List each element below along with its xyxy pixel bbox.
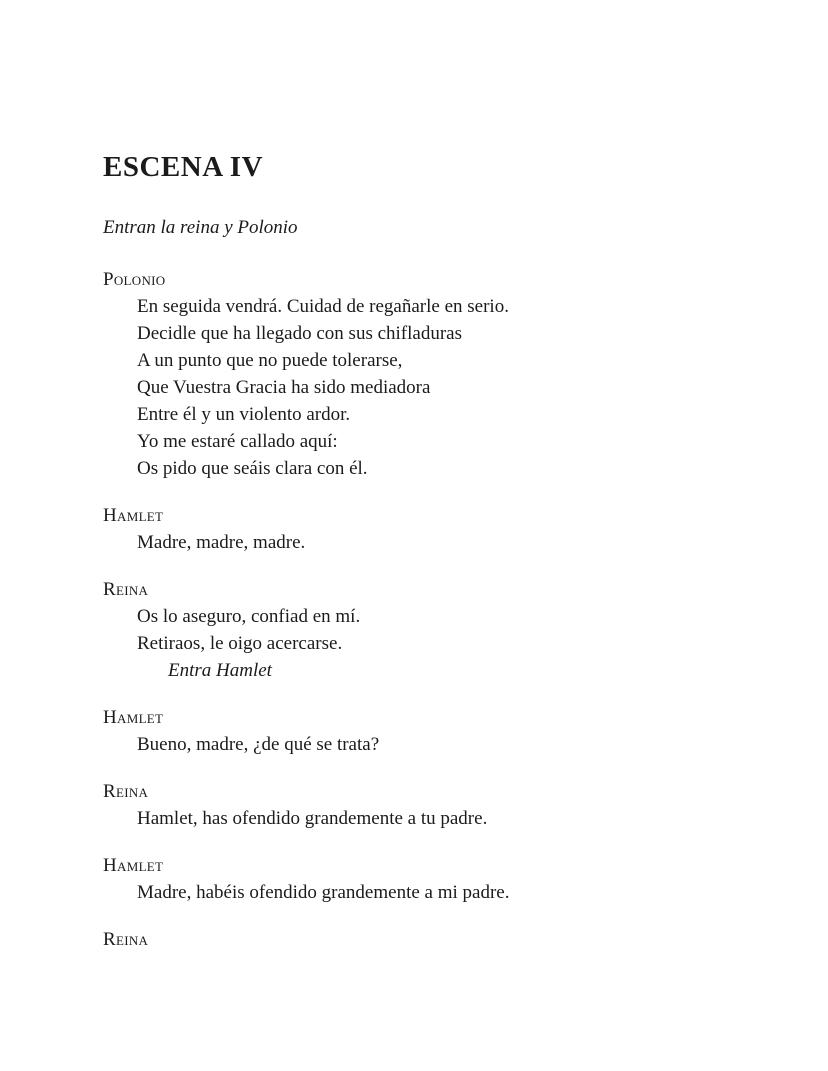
- speech-block-reina: [103, 576, 748, 684]
- speaker-label: Polonio: [103, 269, 166, 290]
- speech-block-hamlet: [103, 852, 748, 906]
- speech-block-reina: [103, 926, 748, 953]
- dialogue-line: Madre, madre, madre.: [137, 532, 306, 553]
- dialogue-line: Madre, habéis ofendido grandemente a mi padre.: [137, 882, 510, 903]
- speaker-label: Hamlet: [103, 855, 164, 876]
- dialogue-line: Retiraos, le oigo acercarse.: [137, 633, 343, 654]
- scene-heading: ESCENA IV: [103, 151, 264, 183]
- dialogue-line: Que Vuestra Gracia ha sido mediadora: [137, 377, 431, 398]
- speeches: [103, 266, 748, 953]
- speech-block-reina: [103, 778, 748, 832]
- speech-block-hamlet: [103, 502, 748, 556]
- dialogue-line: Yo me estaré callado aquí:: [137, 431, 338, 452]
- opening-stage-direction: Entran la reina y Polonio: [103, 217, 298, 238]
- speech-block-polonio: [103, 266, 748, 482]
- speaker-label: Reina: [103, 781, 149, 802]
- inline-stage-direction: Entra Hamlet: [168, 660, 272, 681]
- dialogue-line: Hamlet, has ofendido grandemente a tu padre.: [137, 808, 488, 829]
- speaker-label: Reina: [103, 579, 149, 600]
- dialogue-line: Entre él y un violento ardor.: [137, 404, 351, 425]
- dialogue-line: Bueno, madre, ¿de qué se trata?: [137, 734, 380, 755]
- dialogue-line: En seguida vendrá. Cuidad de regañarle en serio.: [137, 296, 509, 317]
- speaker-label: Hamlet: [103, 505, 164, 526]
- dialogue-line: Os lo aseguro, confiad en mí.: [137, 606, 361, 627]
- dialogue-line: A un punto que no puede tolerarse,: [137, 350, 403, 371]
- speech-block-hamlet: [103, 704, 748, 758]
- dialogue-line: Os pido que seáis clara con él.: [137, 458, 368, 479]
- speaker-label: Reina: [103, 929, 149, 950]
- dialogue-line: Decidle que ha llegado con sus chifladuras: [137, 323, 462, 344]
- speaker-label: Hamlet: [103, 707, 164, 728]
